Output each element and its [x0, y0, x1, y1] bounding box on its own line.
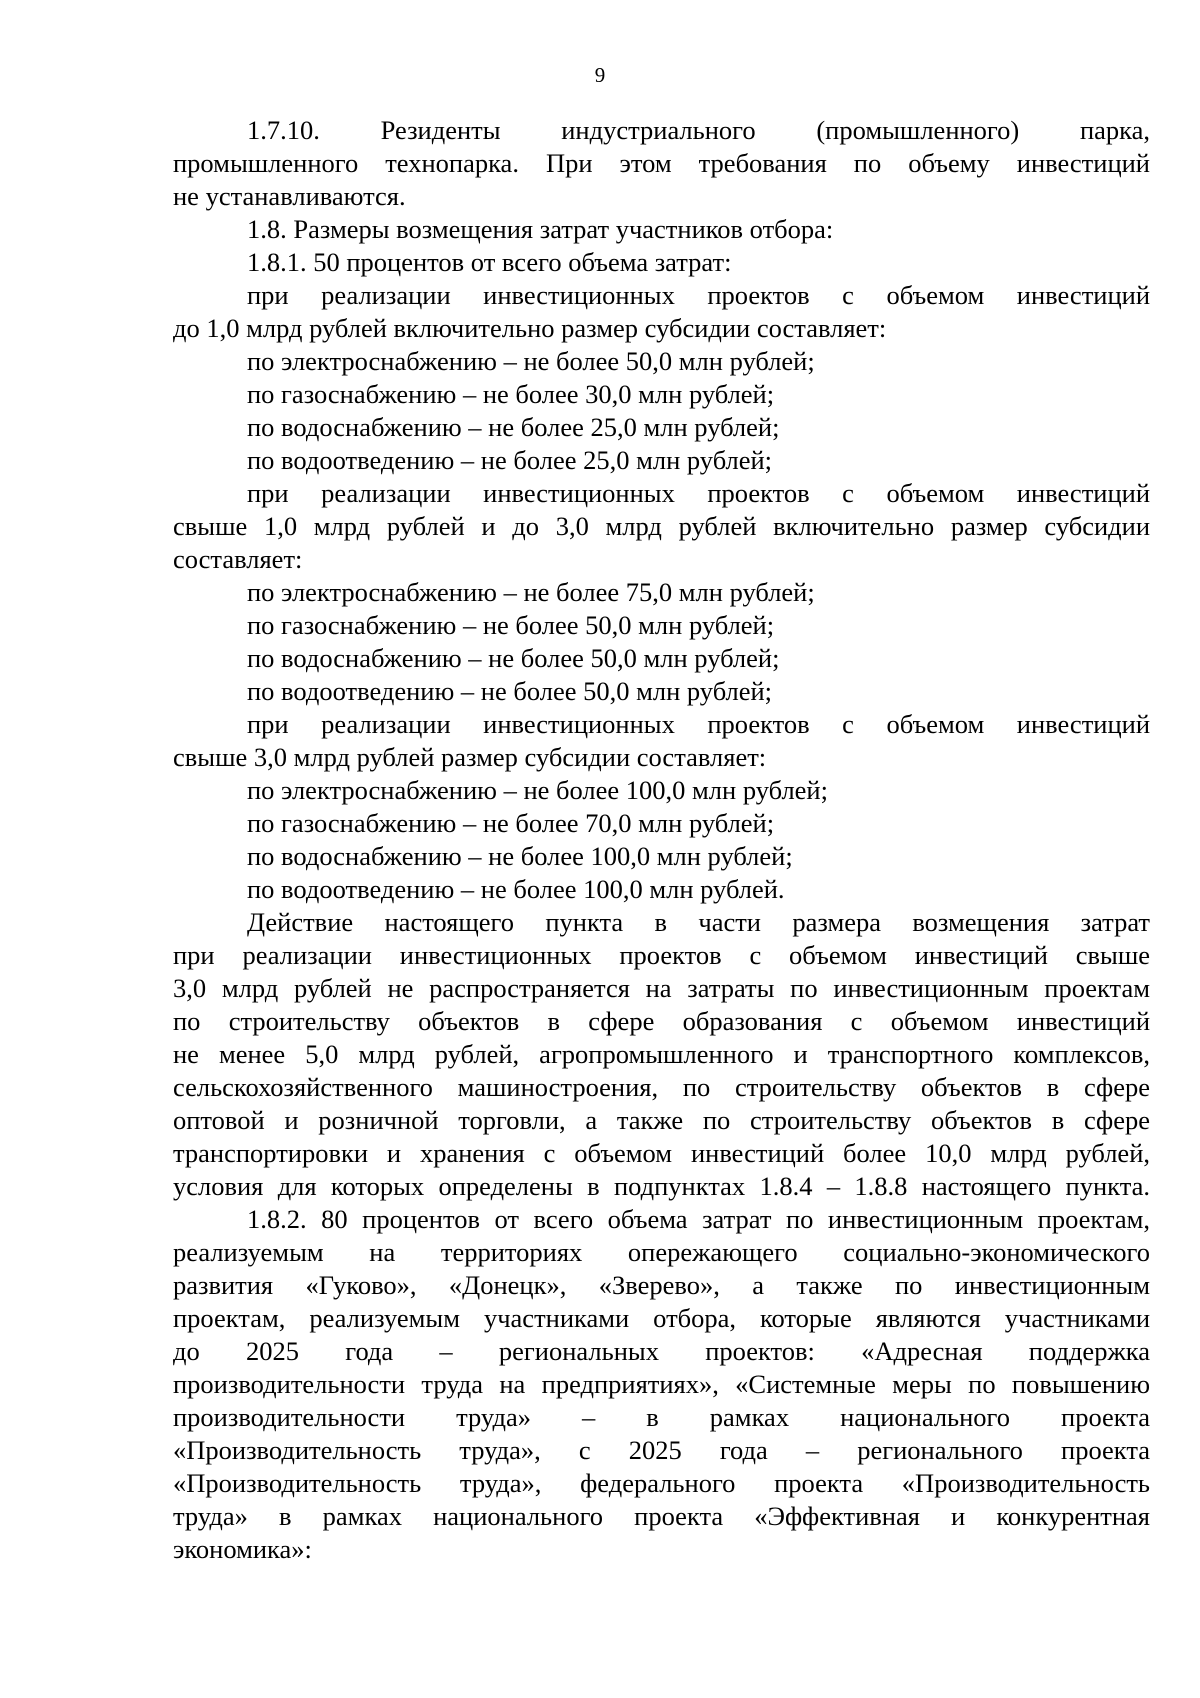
text-line: при реализации инвестиционных проектов с объемом инвестиций: [247, 280, 1150, 310]
text-line: по газоснабжению – не более 30,0 млн рублей;: [247, 379, 775, 409]
text-line: промышленного технопарка. При этом требования по объему инвестиций: [173, 148, 1150, 178]
text-line: при реализации инвестиционных проектов с объемом инвестиций: [247, 478, 1150, 508]
text-line: по газоснабжению – не более 50,0 млн рублей;: [247, 610, 775, 640]
text-line: 1.8.2. 80 процентов от всего объема затрат по инвестиционным проектам,: [247, 1204, 1150, 1234]
text-line: оптовой и розничной торговли, а также по строительству объектов в сфере: [173, 1105, 1150, 1135]
text-line: реализуемым на территориях опережающего социально-экономического: [173, 1237, 1150, 1267]
text-line: развития «Гуково», «Донецк», «Зверево», а также по инвестиционным: [173, 1270, 1150, 1300]
text-line: по водоснабжению – не более 100,0 млн рублей;: [247, 841, 793, 871]
text-line: при реализации инвестиционных проектов с объемом инвестиций: [247, 709, 1150, 739]
document-body: [173, 114, 1150, 1566]
text-line: до 2025 года – региональных проектов: «Адресная поддержка: [173, 1336, 1150, 1366]
text-line: при реализации инвестиционных проектов с объемом инвестиций свыше: [173, 940, 1150, 970]
text-line: до 1,0 млрд рублей включительно размер субсидии составляет:: [173, 313, 887, 343]
page-number: 9: [594, 63, 606, 87]
text-line: составляет:: [173, 544, 303, 574]
text-line: 1.8. Размеры возмещения затрат участников отбора:: [247, 214, 834, 244]
text-line: экономика»:: [173, 1534, 312, 1564]
text-line: условия для которых определены в подпунктах 1.8.4 – 1.8.8 настоящего пункта.: [173, 1171, 1150, 1201]
text-line: 3,0 млрд рублей не распространяется на затраты по инвестиционным проектам: [173, 973, 1150, 1003]
text-line: свыше 3,0 млрд рублей размер субсидии составляет:: [173, 742, 767, 772]
text-line: 1.8.1. 50 процентов от всего объема затрат:: [247, 247, 732, 277]
text-line: по строительству объектов в сфере образования с объемом инвестиций: [173, 1006, 1150, 1036]
text-line: свыше 1,0 млрд рублей и до 3,0 млрд рублей включительно размер субсидии: [173, 511, 1150, 541]
text-line: «Производительность труда», федерального проекта «Производительность: [173, 1468, 1150, 1498]
text-line: по электроснабжению – не более 100,0 млн рублей;: [247, 775, 828, 805]
text-line: не менее 5,0 млрд рублей, агропромышленного и транспортного комплексов,: [173, 1039, 1150, 1069]
text-line: по водоотведению – не более 50,0 млн рублей;: [247, 676, 773, 706]
text-line: транспортировки и хранения с объемом инвестиций более 10,0 млрд рублей,: [173, 1138, 1150, 1168]
text-line: труда» в рамках национального проекта «Эффективная и конкурентная: [173, 1501, 1150, 1531]
text-line: по водоотведению – не более 100,0 млн рублей.: [247, 874, 785, 904]
text-line: по водоотведению – не более 25,0 млн рублей;: [247, 445, 773, 475]
text-line: сельскохозяйственного машиностроения, по строительству объектов в сфере: [173, 1072, 1150, 1102]
text-line: по водоснабжению – не более 50,0 млн рублей;: [247, 643, 780, 673]
text-line: «Производительность труда», с 2025 года – регионального проекта: [173, 1435, 1150, 1465]
text-line: производительности труда» – в рамках национального проекта: [173, 1402, 1150, 1432]
text-line: производительности труда на предприятиях», «Системные меры по повышению: [173, 1369, 1150, 1399]
text-line: Действие настоящего пункта в части размера возмещения затрат: [247, 907, 1150, 937]
text-line: по газоснабжению – не более 70,0 млн рублей;: [247, 808, 775, 838]
text-line: по электроснабжению – не более 75,0 млн рублей;: [247, 577, 815, 607]
text-line: проектам, реализуемым участниками отбора, которые являются участниками: [173, 1303, 1150, 1333]
text-line: по электроснабжению – не более 50,0 млн рублей;: [247, 346, 815, 376]
text-line: не устанавливаются.: [173, 181, 406, 211]
text-line: по водоснабжению – не более 25,0 млн рублей;: [247, 412, 780, 442]
text-line: 1.7.10. Резиденты индустриального (промышленного) парка,: [247, 115, 1150, 145]
